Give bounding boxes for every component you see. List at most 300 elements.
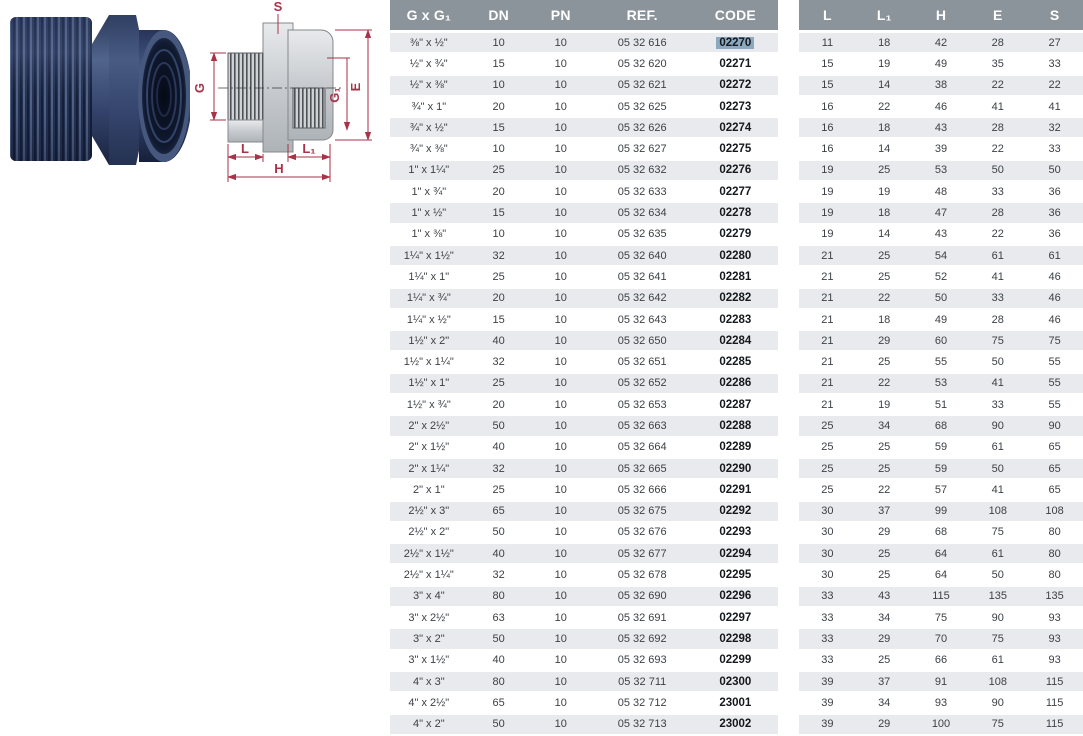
table-cell: 11 <box>799 32 856 54</box>
table-row <box>390 373 778 394</box>
table-cell: 05 32 693 <box>592 650 693 671</box>
table-cell <box>693 32 778 54</box>
table-cell: 22 <box>856 479 913 500</box>
table-cell: 28 <box>969 32 1026 54</box>
table-cell: 05 32 664 <box>592 437 693 458</box>
table-cell: 1½" x 1¼" <box>390 351 468 372</box>
table-cell: 20 <box>468 394 530 415</box>
table-row <box>799 245 1083 266</box>
table-cell: 02285 <box>693 351 778 372</box>
table-cell: 42 <box>913 32 970 54</box>
dimensions-table <box>799 0 1083 736</box>
table-cell: 10 <box>530 330 592 351</box>
table-cell: 2" x 1" <box>390 479 468 500</box>
table-row <box>390 394 778 415</box>
table-cell: 46 <box>1026 266 1083 287</box>
table-row <box>390 586 778 607</box>
table-cell: 05 32 692 <box>592 628 693 649</box>
male-thread-section <box>228 53 263 120</box>
table-cell: 99 <box>913 501 970 522</box>
table-cell: 05 32 625 <box>592 96 693 117</box>
table-cell: 14 <box>856 138 913 159</box>
table-row <box>390 501 778 522</box>
table-row <box>799 394 1083 415</box>
table-cell: 80 <box>1026 543 1083 564</box>
table-cell: 57 <box>913 479 970 500</box>
table-cell: 05 32 635 <box>592 224 693 245</box>
table-cell: 10 <box>530 53 592 74</box>
table-cell: 25 <box>856 650 913 671</box>
table-cell: 80 <box>1026 564 1083 585</box>
table-cell: 108 <box>969 501 1026 522</box>
table-cell: 02281 <box>693 266 778 287</box>
table-row <box>390 458 778 479</box>
table-cell: 2½" x 1¼" <box>390 564 468 585</box>
table-cell: 02289 <box>693 437 778 458</box>
table-row <box>390 53 778 74</box>
table-row <box>390 543 778 564</box>
table-cell: 02292 <box>693 501 778 522</box>
table-cell: 52 <box>913 266 970 287</box>
table-row <box>390 330 778 351</box>
table-cell: 05 32 653 <box>592 394 693 415</box>
table-cell: ¾" x ⅜" <box>390 138 468 159</box>
table-cell: 75 <box>969 628 1026 649</box>
table-cell: 1¼" x 1½" <box>390 245 468 266</box>
table-cell: 05 32 691 <box>592 607 693 628</box>
table-cell: 05 32 663 <box>592 415 693 436</box>
table-row <box>390 288 778 309</box>
table-cell: 05 32 713 <box>592 714 693 735</box>
table-cell: 34 <box>856 692 913 713</box>
table-cell: 10 <box>530 437 592 458</box>
table-cell: 18 <box>856 202 913 223</box>
table-cell: 1½" x ¾" <box>390 394 468 415</box>
table-cell: 05 32 711 <box>592 671 693 692</box>
table-cell: 40 <box>468 437 530 458</box>
table-cell: 10 <box>530 373 592 394</box>
fitting-photo-graphic <box>6 2 190 178</box>
table-cell: 50 <box>913 288 970 309</box>
table-cell: 20 <box>468 181 530 202</box>
table-row <box>390 32 778 54</box>
table-cell: ⅜" x ½" <box>390 32 468 54</box>
table-cell: 25 <box>468 479 530 500</box>
table-cell: 15 <box>799 53 856 74</box>
table-cell: 2½" x 2" <box>390 522 468 543</box>
spec-table-header-row <box>390 0 778 32</box>
table-row <box>799 650 1083 671</box>
table-cell: 21 <box>799 351 856 372</box>
table-row <box>799 117 1083 138</box>
table-cell: 05 32 621 <box>592 75 693 96</box>
col-header-pn: PN <box>530 0 592 32</box>
table-cell: 02272 <box>693 75 778 96</box>
table-cell: 10 <box>530 586 592 607</box>
table-cell: 18 <box>856 309 913 330</box>
table-cell: 28 <box>969 202 1026 223</box>
table-cell: 15 <box>799 75 856 96</box>
table-cell: 46 <box>913 96 970 117</box>
table-cell: 25 <box>468 160 530 181</box>
table-row <box>390 266 778 287</box>
table-cell: 19 <box>856 53 913 74</box>
table-cell: 05 32 632 <box>592 160 693 181</box>
table-cell: 68 <box>913 415 970 436</box>
table-cell: 29 <box>856 714 913 735</box>
table-row <box>799 53 1083 74</box>
table-cell: 2" x 2½" <box>390 415 468 436</box>
table-row <box>799 373 1083 394</box>
table-row <box>799 96 1083 117</box>
col-header-dn: DN <box>468 0 530 32</box>
table-cell: 21 <box>799 288 856 309</box>
table-cell: 4" x 2" <box>390 714 468 735</box>
table-cell: 23001 <box>693 692 778 713</box>
table-cell: 10 <box>530 394 592 415</box>
table-cell: 25 <box>856 245 913 266</box>
table-cell: 135 <box>969 586 1026 607</box>
table-row <box>390 607 778 628</box>
table-cell: 1" x ⅜" <box>390 224 468 245</box>
table-cell: 91 <box>913 671 970 692</box>
col-header-gxg1: G x G₁ <box>390 0 468 32</box>
table-cell: 115 <box>913 586 970 607</box>
table-cell: 33 <box>1026 53 1083 74</box>
table-cell: 21 <box>799 266 856 287</box>
table-cell: 10 <box>468 32 530 54</box>
table-cell: 10 <box>530 692 592 713</box>
table-cell: 02280 <box>693 245 778 266</box>
table-cell: 37 <box>856 671 913 692</box>
table-cell: 36 <box>1026 202 1083 223</box>
table-row <box>799 586 1083 607</box>
table-row <box>799 671 1083 692</box>
table-cell: 05 32 651 <box>592 351 693 372</box>
table-cell: 75 <box>969 714 1026 735</box>
table-cell: ¾" x ½" <box>390 117 468 138</box>
table-cell: 37 <box>856 501 913 522</box>
table-cell: 1" x ¾" <box>390 181 468 202</box>
table-cell: 21 <box>799 330 856 351</box>
table-cell: 65 <box>468 692 530 713</box>
table-cell: 28 <box>969 117 1026 138</box>
table-cell: 43 <box>913 224 970 245</box>
table-cell: 10 <box>530 138 592 159</box>
table-cell: 33 <box>969 394 1026 415</box>
table-cell: 10 <box>530 628 592 649</box>
table-cell: 10 <box>530 415 592 436</box>
table-cell: 29 <box>856 522 913 543</box>
table-cell: 05 32 690 <box>592 586 693 607</box>
table-cell: 15 <box>468 309 530 330</box>
table-cell: 25 <box>856 458 913 479</box>
female-thread-opening <box>142 38 186 154</box>
table-cell: 22 <box>856 288 913 309</box>
table-cell: 33 <box>799 586 856 607</box>
label-e: E <box>348 82 363 92</box>
table-cell: 39 <box>799 714 856 735</box>
col-header-code: CODE <box>693 0 778 32</box>
table-cell: 19 <box>856 394 913 415</box>
table-row <box>390 160 778 181</box>
table-cell: 02293 <box>693 522 778 543</box>
table-cell: 33 <box>799 650 856 671</box>
table-cell: 02299 <box>693 650 778 671</box>
table-cell: 05 32 616 <box>592 32 693 54</box>
table-cell: 90 <box>1026 415 1083 436</box>
table-cell: 50 <box>969 160 1026 181</box>
table-cell: 41 <box>1026 96 1083 117</box>
table-cell: 41 <box>969 96 1026 117</box>
table-cell: 19 <box>799 160 856 181</box>
table-cell: 54 <box>913 245 970 266</box>
table-cell: 40 <box>468 650 530 671</box>
table-cell: 65 <box>1026 437 1083 458</box>
table-row <box>799 607 1083 628</box>
table-cell: 40 <box>468 543 530 564</box>
table-row <box>799 692 1083 713</box>
dimensions-table-header-row <box>799 0 1083 32</box>
table-cell: 50 <box>1026 160 1083 181</box>
table-cell: 25 <box>856 564 913 585</box>
table-cell: 55 <box>913 351 970 372</box>
table-cell: 61 <box>969 543 1026 564</box>
table-cell: 10 <box>530 224 592 245</box>
table-cell: 32 <box>468 351 530 372</box>
table-cell: 33 <box>969 181 1026 202</box>
table-cell: 10 <box>530 117 592 138</box>
table-row <box>390 75 778 96</box>
table-cell: 47 <box>913 202 970 223</box>
table-cell: 35 <box>969 53 1026 74</box>
table-cell: 02297 <box>693 607 778 628</box>
table-cell: 115 <box>1026 671 1083 692</box>
table-cell: 18 <box>856 32 913 54</box>
table-row <box>799 32 1083 54</box>
table-cell: 20 <box>468 288 530 309</box>
table-cell: 75 <box>969 522 1026 543</box>
table-cell: 51 <box>913 394 970 415</box>
table-row <box>390 692 778 713</box>
table-cell: 05 32 665 <box>592 458 693 479</box>
table-row <box>390 714 778 735</box>
table-cell: 02295 <box>693 564 778 585</box>
table-cell: 90 <box>969 692 1026 713</box>
table-cell: 63 <box>468 607 530 628</box>
table-cell: 61 <box>969 650 1026 671</box>
table-cell: 1" x 1¼" <box>390 160 468 181</box>
table-cell: 10 <box>530 266 592 287</box>
table-cell: 02282 <box>693 288 778 309</box>
table-cell: 10 <box>530 650 592 671</box>
table-cell: 02294 <box>693 543 778 564</box>
table-cell: 50 <box>468 522 530 543</box>
label-g1: G₁ <box>327 87 342 103</box>
table-cell: 02291 <box>693 479 778 500</box>
table-row <box>799 288 1083 309</box>
table-cell: 15 <box>468 117 530 138</box>
table-cell: ½" x ¾" <box>390 53 468 74</box>
technical-drawing <box>190 0 390 200</box>
table-cell: 19 <box>799 224 856 245</box>
table-cell: 55 <box>1026 351 1083 372</box>
table-cell: 39 <box>913 138 970 159</box>
table-cell: 80 <box>468 671 530 692</box>
table-cell: 05 32 627 <box>592 138 693 159</box>
table-cell: 23002 <box>693 714 778 735</box>
table-cell: 41 <box>969 266 1026 287</box>
table-row <box>799 437 1083 458</box>
table-cell: 05 32 666 <box>592 479 693 500</box>
table-cell: 21 <box>799 309 856 330</box>
table-cell: 33 <box>969 288 1026 309</box>
table-cell: 10 <box>530 522 592 543</box>
table-cell: 60 <box>913 330 970 351</box>
table-cell: 49 <box>913 309 970 330</box>
table-row <box>390 138 778 159</box>
table-row <box>799 351 1083 372</box>
table-cell: 108 <box>969 671 1026 692</box>
table-cell: 22 <box>969 138 1026 159</box>
table-cell: 10 <box>530 351 592 372</box>
table-cell: 02287 <box>693 394 778 415</box>
col-header-l1: L₁ <box>856 0 913 32</box>
table-cell: 41 <box>969 373 1026 394</box>
table-cell: 4" x 3" <box>390 671 468 692</box>
table-row <box>799 522 1083 543</box>
label-h: H <box>274 161 284 176</box>
table-cell: 05 32 675 <box>592 501 693 522</box>
label-s: S <box>273 0 283 14</box>
table-cell: 20 <box>468 96 530 117</box>
table-cell: 30 <box>799 501 856 522</box>
table-row <box>390 309 778 330</box>
table-cell: 02276 <box>693 160 778 181</box>
table-cell: 115 <box>1026 714 1083 735</box>
table-row <box>799 714 1083 735</box>
highlighted-code: 02270 <box>716 37 754 49</box>
table-cell: 36 <box>1026 224 1083 245</box>
table-cell: 39 <box>799 671 856 692</box>
table-cell: 61 <box>969 245 1026 266</box>
table-cell: 10 <box>530 160 592 181</box>
table-cell: 25 <box>856 351 913 372</box>
table-cell: 10 <box>530 714 592 735</box>
product-photo <box>6 2 190 178</box>
table-cell: 02298 <box>693 628 778 649</box>
table-cell: 53 <box>913 160 970 181</box>
table-cell: 66 <box>913 650 970 671</box>
table-cell: 10 <box>530 288 592 309</box>
table-cell: 3" x 2" <box>390 628 468 649</box>
table-cell: 22 <box>1026 75 1083 96</box>
table-cell: 21 <box>799 373 856 394</box>
table-cell: 43 <box>856 586 913 607</box>
table-cell: 02284 <box>693 330 778 351</box>
table-cell: 19 <box>799 181 856 202</box>
table-cell: 29 <box>856 628 913 649</box>
table-cell: 10 <box>530 607 592 628</box>
table-cell: 2" x 1½" <box>390 437 468 458</box>
table-cell: 02283 <box>693 309 778 330</box>
table-cell: 02279 <box>693 224 778 245</box>
table-row <box>390 224 778 245</box>
table-row <box>799 564 1083 585</box>
table-cell: 93 <box>1026 650 1083 671</box>
table-cell: 25 <box>799 415 856 436</box>
table-cell: 05 32 634 <box>592 202 693 223</box>
table-cell: 50 <box>468 628 530 649</box>
table-row <box>390 245 778 266</box>
table-cell: 1¼" x 1" <box>390 266 468 287</box>
table-cell: 59 <box>913 437 970 458</box>
spec-table <box>390 0 778 736</box>
table-cell: 02274 <box>693 117 778 138</box>
table-row <box>799 458 1083 479</box>
table-cell: 32 <box>1026 117 1083 138</box>
table-cell: 15 <box>468 202 530 223</box>
table-cell: 05 32 650 <box>592 330 693 351</box>
label-l: L <box>241 141 249 156</box>
table-cell: 16 <box>799 117 856 138</box>
table-cell: 64 <box>913 543 970 564</box>
table-cell: 10 <box>530 32 592 54</box>
table-cell: 115 <box>1026 692 1083 713</box>
table-cell: 05 32 712 <box>592 692 693 713</box>
table-row <box>799 479 1083 500</box>
table-cell: 70 <box>913 628 970 649</box>
table-cell: 02273 <box>693 96 778 117</box>
table-cell: 65 <box>1026 458 1083 479</box>
table-cell: 22 <box>969 224 1026 245</box>
table-cell: 02286 <box>693 373 778 394</box>
table-cell: 16 <box>799 96 856 117</box>
table-cell: 10 <box>530 458 592 479</box>
table-cell: 61 <box>1026 245 1083 266</box>
table-cell: 55 <box>1026 373 1083 394</box>
table-cell: 65 <box>1026 479 1083 500</box>
table-cell: 40 <box>468 330 530 351</box>
table-cell: 41 <box>969 479 1026 500</box>
table-cell: 05 32 678 <box>592 564 693 585</box>
table-cell: 22 <box>856 373 913 394</box>
table-cell: 33 <box>799 607 856 628</box>
table-cell: 02271 <box>693 53 778 74</box>
table-cell: 49 <box>913 53 970 74</box>
table-cell: 19 <box>799 202 856 223</box>
table-row <box>390 671 778 692</box>
table-cell: ¾" x 1" <box>390 96 468 117</box>
table-row <box>799 330 1083 351</box>
table-cell: 93 <box>913 692 970 713</box>
table-cell: 25 <box>799 437 856 458</box>
table-cell: 55 <box>1026 394 1083 415</box>
col-header-l: L <box>799 0 856 32</box>
table-row <box>390 202 778 223</box>
table-cell: 2½" x 3" <box>390 501 468 522</box>
table-cell: 39 <box>799 692 856 713</box>
table-cell: 2½" x 1½" <box>390 543 468 564</box>
table-row <box>390 96 778 117</box>
table-row <box>799 501 1083 522</box>
table-row <box>390 181 778 202</box>
table-cell: 68 <box>913 522 970 543</box>
table-cell: 05 32 640 <box>592 245 693 266</box>
table-cell: 05 32 677 <box>592 543 693 564</box>
table-row <box>390 351 778 372</box>
table-cell: 25 <box>799 458 856 479</box>
